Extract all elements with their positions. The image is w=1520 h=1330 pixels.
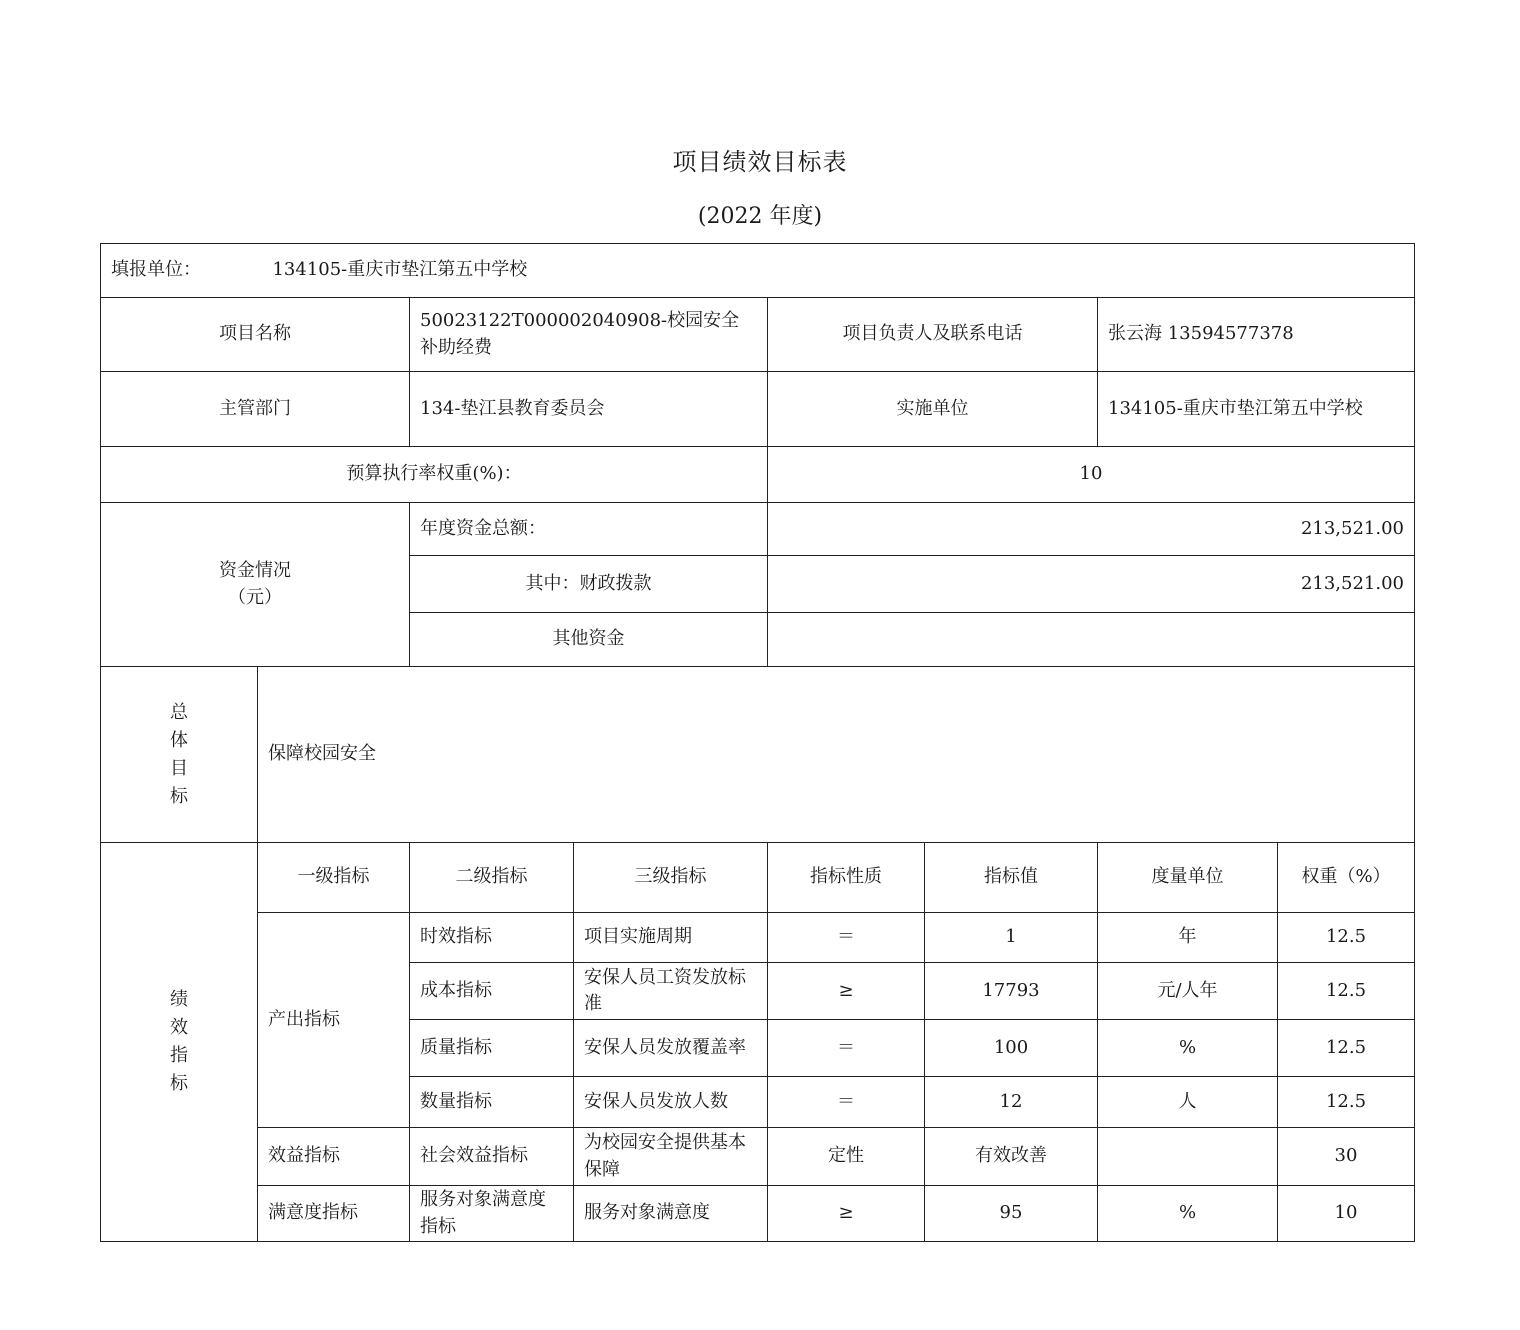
funds-fiscal-label: 其中：财政拨款 xyxy=(410,556,768,613)
funds-label-cell xyxy=(101,503,410,667)
funds-other-value xyxy=(768,613,1415,667)
level2-cell: 质量指标 xyxy=(410,1020,574,1077)
department-row xyxy=(101,372,1415,447)
performance-target-table xyxy=(100,243,1415,1242)
level2-cell: 成本指标 xyxy=(410,963,574,1020)
overall-goal-value: 保障校园安全 xyxy=(258,667,1415,843)
group-output: 产出指标 xyxy=(258,913,410,1128)
weight-cell: 30 xyxy=(1278,1128,1415,1186)
nature-cell: 定性 xyxy=(768,1128,925,1186)
weight-cell: 12.5 xyxy=(1278,913,1415,963)
nature-cell: ＝ xyxy=(768,913,925,963)
overall-goal-label: 总 体 目 标 xyxy=(101,667,258,843)
project-name-value: 50023122T000002040908-校园安全补助经费 xyxy=(410,298,768,372)
project-name-label: 项目名称 xyxy=(101,298,410,372)
funds-total-value: 213,521.00 xyxy=(768,503,1415,556)
table-row xyxy=(101,1186,1415,1242)
header-nature: 指标性质 xyxy=(768,843,925,913)
indicator-header-row xyxy=(101,843,1415,913)
value-cell: 12 xyxy=(925,1077,1098,1128)
unit-cell: % xyxy=(1098,1020,1278,1077)
funds-label: 资金情况 xyxy=(219,560,291,582)
reporting-unit-label: 填报单位： xyxy=(111,259,201,281)
document-title: 项目绩效目标表 xyxy=(672,148,848,176)
budget-rate-value: 10 xyxy=(768,447,1415,503)
value-cell: 1 xyxy=(925,913,1098,963)
unit-cell: 元/人年 xyxy=(1098,963,1278,1020)
budget-rate-row xyxy=(101,447,1415,503)
unit-cell: 人 xyxy=(1098,1077,1278,1128)
header-weight: 权重（%） xyxy=(1278,843,1415,913)
funds-total-row xyxy=(101,503,1415,556)
level3-cell: 安保人员发放覆盖率 xyxy=(574,1020,768,1077)
value-cell: 17793 xyxy=(925,963,1098,1020)
unit-cell xyxy=(1098,1128,1278,1186)
implementing-unit-value: 134105-重庆市垫江第五中学校 xyxy=(1098,372,1415,447)
value-cell: 100 xyxy=(925,1020,1098,1077)
implementing-unit-label: 实施单位 xyxy=(768,372,1098,447)
nature-cell: ＝ xyxy=(768,1020,925,1077)
nature-cell: ≥ xyxy=(768,1186,925,1242)
value-cell: 95 xyxy=(925,1186,1098,1242)
weight-cell: 10 xyxy=(1278,1186,1415,1242)
funds-total-label: 年度资金总额： xyxy=(410,503,768,556)
project-manager-label: 项目负责人及联系电话 xyxy=(768,298,1098,372)
indicators-label: 绩 效 指 标 xyxy=(101,843,258,1242)
project-manager-value: 张云海 13594577378 xyxy=(1098,298,1415,372)
unit-cell: % xyxy=(1098,1186,1278,1242)
header-level1: 一级指标 xyxy=(258,843,410,913)
level2-cell: 数量指标 xyxy=(410,1077,574,1128)
weight-cell: 12.5 xyxy=(1278,1077,1415,1128)
reporting-unit-value: 134105-重庆市垫江第五中学校 xyxy=(272,259,528,281)
level3-cell: 项目实施周期 xyxy=(574,913,768,963)
level3-cell: 为校园安全提供基本保障 xyxy=(574,1128,768,1186)
group-satisfaction: 满意度指标 xyxy=(258,1186,410,1242)
weight-cell: 12.5 xyxy=(1278,963,1415,1020)
weight-cell: 12.5 xyxy=(1278,1020,1415,1077)
level3-cell: 安保人员工资发放标准 xyxy=(574,963,768,1020)
table-row xyxy=(101,1128,1415,1186)
funds-unit: （元） xyxy=(228,586,282,608)
nature-cell: ＝ xyxy=(768,1077,925,1128)
department-value: 134-垫江县教育委员会 xyxy=(410,372,768,447)
reporting-unit-row xyxy=(101,244,1415,298)
budget-rate-label: 预算执行率权重(%)： xyxy=(101,447,768,503)
project-name-row xyxy=(101,298,1415,372)
nature-cell: ≥ xyxy=(768,963,925,1020)
header-unit: 度量单位 xyxy=(1098,843,1278,913)
value-cell: 有效改善 xyxy=(925,1128,1098,1186)
level3-cell: 服务对象满意度 xyxy=(574,1186,768,1242)
level2-cell: 社会效益指标 xyxy=(410,1128,574,1186)
header-level3: 三级指标 xyxy=(574,843,768,913)
overall-goal-row xyxy=(101,667,1415,843)
header-level2: 二级指标 xyxy=(410,843,574,913)
funds-other-label: 其他资金 xyxy=(410,613,768,667)
unit-cell: 年 xyxy=(1098,913,1278,963)
level2-cell: 时效指标 xyxy=(410,913,574,963)
department-label: 主管部门 xyxy=(101,372,410,447)
group-benefit: 效益指标 xyxy=(258,1128,410,1186)
level2-cell: 服务对象满意度指标 xyxy=(410,1186,574,1242)
document-subtitle: (2022 年度) xyxy=(697,204,823,229)
level3-cell: 安保人员发放人数 xyxy=(574,1077,768,1128)
funds-fiscal-value: 213,521.00 xyxy=(768,556,1415,613)
header-value: 指标值 xyxy=(925,843,1098,913)
table-row xyxy=(101,913,1415,963)
